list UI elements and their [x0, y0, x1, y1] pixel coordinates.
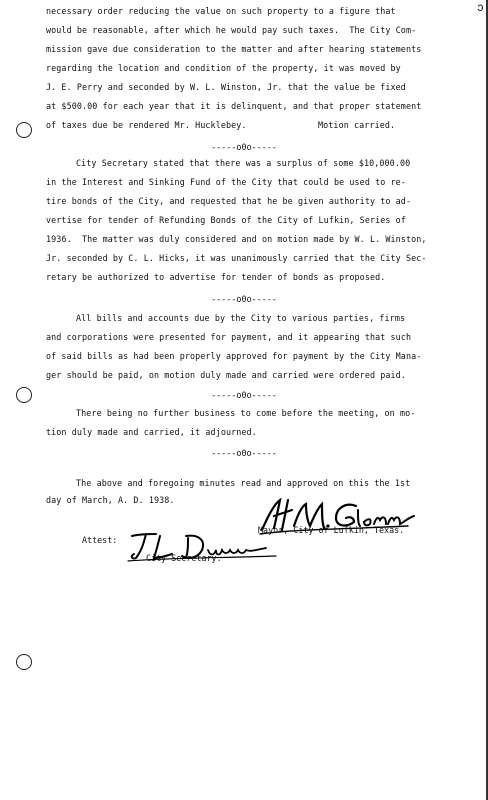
text-line: The above and foregoing minutes read and approved on this the 1st — [76, 478, 411, 488]
text-line: regarding the location and condition of the property, it was moved by — [46, 63, 401, 73]
text-line: at $500.00 for each year that it is delinquent, and that proper statement — [46, 101, 422, 111]
text-line: City Secretary stated that there was a surplus of some $10,000.00 — [76, 158, 411, 168]
text-line: of said bills as had been properly approved for payment by the City Mana- — [46, 351, 422, 361]
text-line: of taxes due be rendered Mr. Hucklebey. — [46, 120, 247, 130]
text-line: J. E. Perry and seconded by W. L. Winston, Jr. that the value be fixed — [46, 82, 406, 92]
text-line: vertise for tender of Refunding Bonds of the City of Lufkin, Series of — [46, 215, 406, 225]
corner-mark: ↄ — [476, 0, 484, 14]
text-line: tion duly made and carried, it adjourned. — [46, 427, 257, 437]
section-divider: -----o0o----- — [211, 294, 277, 304]
text-line: All bills and accounts due by the City to various parties, firms — [76, 313, 406, 323]
mayor-caption: Mayor, City of Lufkin, Texas. — [258, 525, 405, 535]
punch-hole-1 — [16, 122, 32, 138]
section-divider: -----o0o----- — [211, 390, 277, 400]
text-line: ger should be paid, on motion duly made and carried were ordered paid. — [46, 370, 406, 380]
text-line: tire bonds of the City, and requested that he be given authority to ad- — [46, 196, 412, 206]
text-line: 1936. The matter was duly considered and on motion made by W. L. Winston, — [46, 234, 427, 244]
attest-label: Attest: — [82, 535, 118, 545]
text-line: necessary order reducing the value on such property to a figure that — [46, 6, 396, 16]
text-line: would be reasonable, after which he would pay such taxes. The City Com- — [46, 25, 417, 35]
text-line: mission gave due consideration to the matter and after hearing statements — [46, 44, 422, 54]
secretary-caption: City Secretary. — [146, 553, 222, 563]
section-divider: -----o0o----- — [211, 448, 277, 458]
text-line: There being no further business to come before the meeting, on mo- — [76, 408, 416, 418]
text-line: day of March, A. D. 1938. — [46, 495, 175, 505]
text-line: retary be authorized to advertise for tender of bonds as proposed. — [46, 272, 386, 282]
motion-status: Motion carried. — [318, 120, 396, 130]
text-line: and corporations were presented for payment, and it appearing that such — [46, 332, 412, 342]
section-divider: -----o0o----- — [211, 142, 277, 152]
punch-hole-3 — [16, 654, 32, 670]
text-line: in the Interest and Sinking Fund of the City that could be used to re- — [46, 177, 406, 187]
text-line: Jr. seconded by C. L. Hicks, it was unanimously carried that the City Sec- — [46, 253, 427, 263]
